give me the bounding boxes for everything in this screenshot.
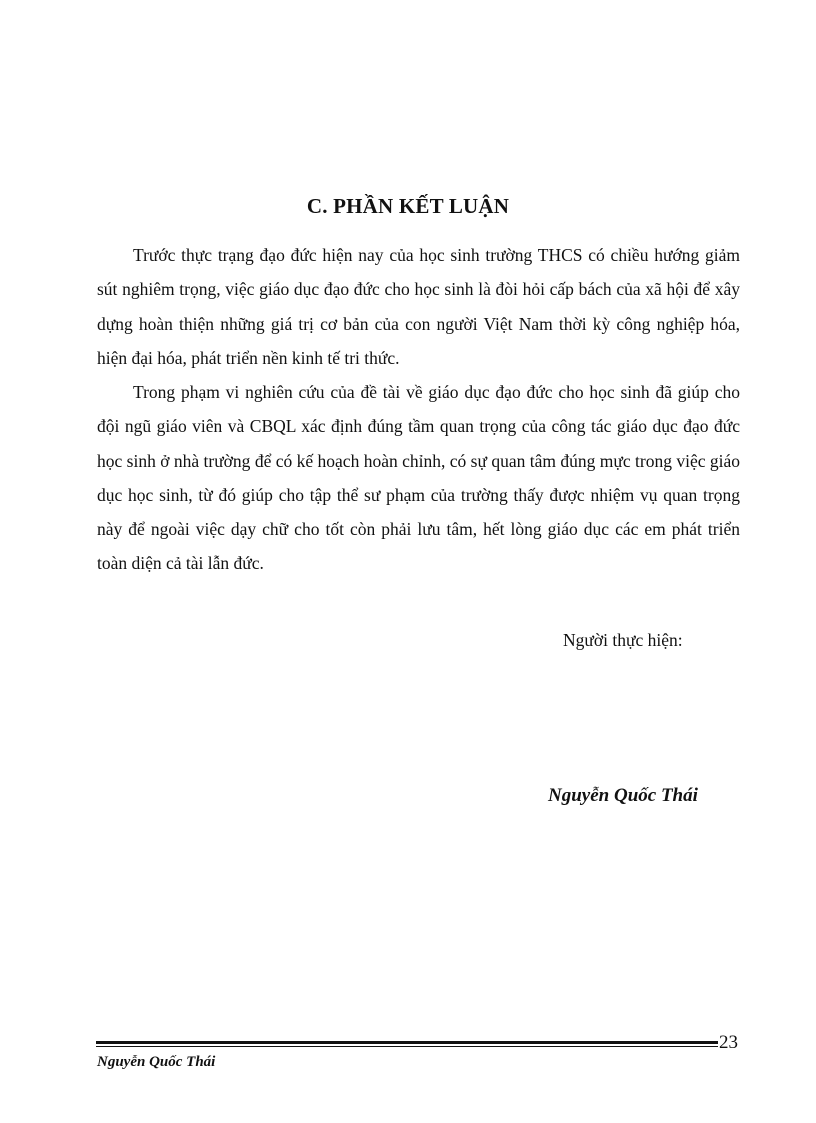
footer-rule <box>96 1041 718 1048</box>
paragraph-text: Trong phạm vi nghiên cứu của đề tài về giáo dục đạo đức cho học sinh đã giúp cho đội ngũ giáo viên và CBQL xác định đúng tầm quan trọng của công tác giáo dục đạo đức học sinh ở nhà trường để có kế hoạch hoàn chỉnh, có sự quan tâm đúng mực trong việc giáo dục học sinh, từ đó giúp cho tập thể sư phạm của trường thấy được nhiệm vụ quan trọng này để ngoài việc dạy chữ cho tốt còn phải lưu tâm, hết lòng giáo dục các em phát triển toàn diện cả tài lẫn đức. <box>97 382 740 574</box>
conclusion-paragraph-1 <box>97 238 740 375</box>
footer-author: Nguyễn Quốc Thái <box>97 1054 216 1070</box>
footer-rule-thin-line <box>96 1046 718 1047</box>
footer-rule-thick-line <box>96 1041 718 1044</box>
paragraph-text: Trước thực trạng đạo đức hiện nay của học sinh trường THCS có chiều hướng giảm sút nghiêm trọng, việc giáo dục đạo đức cho học sinh là đòi hỏi cấp bách của xã hội để xây dựng hoàn thiện những giá trị cơ bản của con người Việt Nam thời kỳ công nghiệp hóa, hiện đại hóa, phát triển nền kinh tế tri thức. <box>97 245 740 368</box>
signer-name: Nguyễn Quốc Thái <box>548 785 698 806</box>
page-title: C. PHẦN KẾT LUẬN <box>306 194 510 218</box>
signer-label: Người thực hiện: <box>563 630 683 650</box>
conclusion-paragraph-2 <box>97 375 740 581</box>
page-number: 23 <box>719 1032 738 1053</box>
